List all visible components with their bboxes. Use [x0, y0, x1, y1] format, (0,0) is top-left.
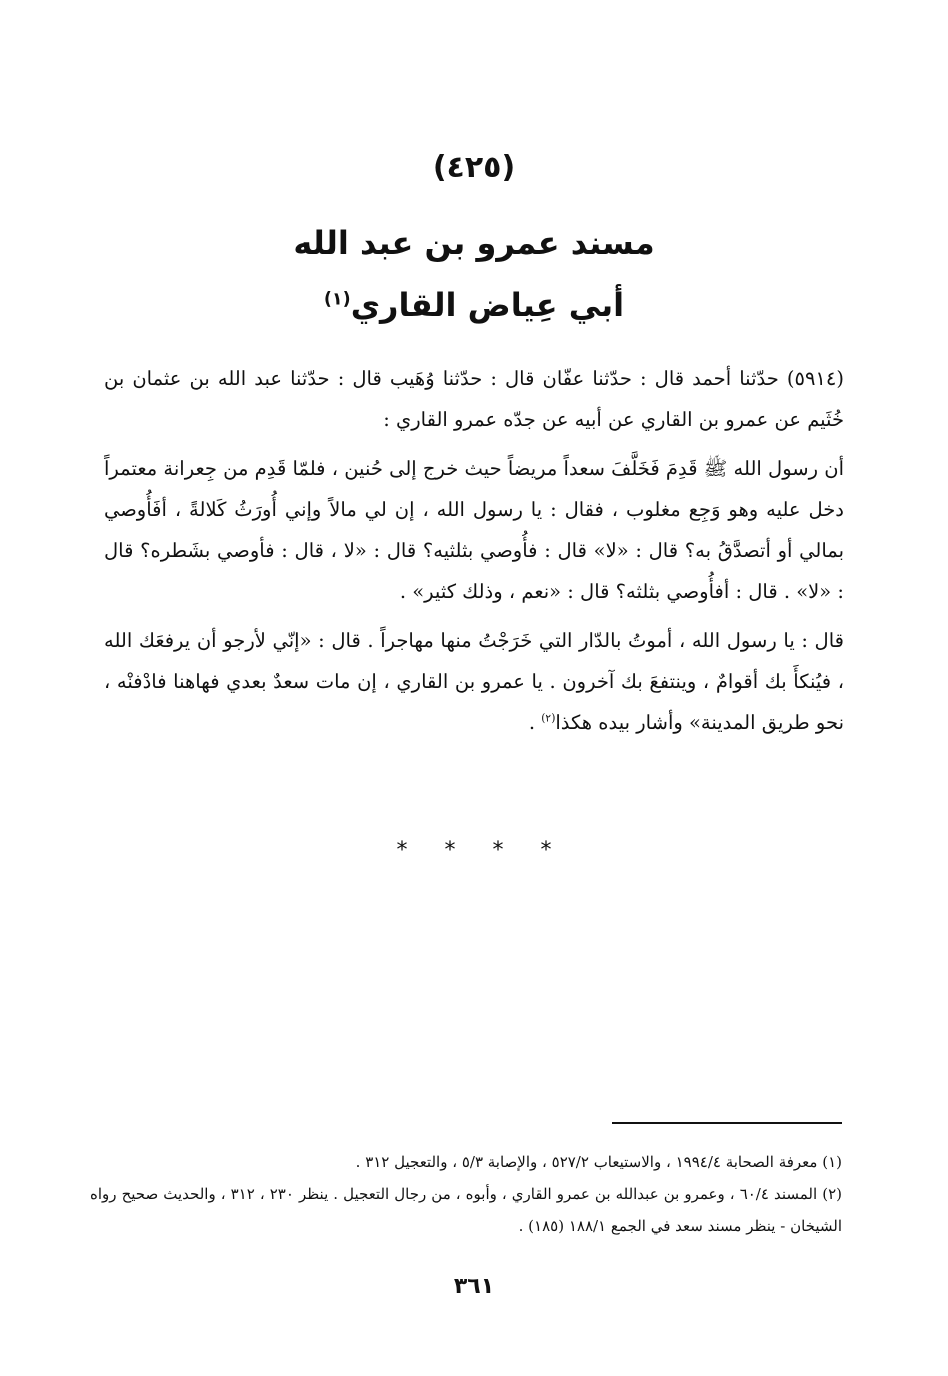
- hadith-matn-paragraph-2-text: قال : يا رسول الله ، أموتُ بالدّار التي خَرَجْتُ منها مهاجراً . قال : «إنّي لأرجو أن يرفعَك الله ، فيُنكأَ بك أقوامٌ ، وينتفعَ بك آخرون . يا عمرو بن القاري ، إن مات سعدٌ بعدي فهاهنا فادْفنْه ، نحو طريق المدينة» وأشار بيده هكذا: [104, 629, 844, 734]
- hadith-matn-paragraph-1: أن رسول الله ﷺ قَدِمَ فَخَلَّفَ سعداً مريضاً حيث خرج إلى حُنين ، فلمّا قَدِم من جِعرانة معتمراً دخل عليه وهو وَجِع مغلوب ، فقال : يا رسول الله ، إن لي مالاً وإني أُورَثُ كَلالةً ، أفَأُوصي بمالي أو أتصدَّقُ به؟ قال : «لا» قال : فأُوصي بثلثيه؟ قال : «لا ، قال : فأوصي بشَطره؟ قال : «لا» . قال : أفأُوصي بثلثه؟ قال : «نعم ، وذلك كثير» .: [104, 457, 844, 603]
- hadith-body: [104, 358, 844, 751]
- chapter-title-line2-text: أبي عِياض القاري: [350, 286, 625, 324]
- footnote-marker-1: (١): [323, 289, 351, 310]
- hadith-isnad-paragraph: (٥٩١٤) حدّثنا أحمد قال : حدّثنا عفّان قال : حدّثنا وُهَيب قال : حدّثنا عبد الله بن عثمان بن خُثَيم عن عمرو بن القاري عن أبيه عن جدّه عمرو القاري :: [104, 367, 844, 431]
- footnote-1: (١) معرفة الصحابة ١٩٩٤/٤ ، والاستيعاب ٥٢٧/٢ ، والإصابة ٥/٣ ، والتعجيل ٣١٢ .: [355, 1153, 842, 1171]
- footnote-2: (٢) المسند ٦٠/٤ ، وعمرو بن عبدالله بن عمرو القاري ، وأبوه ، من رجال التعجيل . ينظر ٢٣٠ ، ٣١٢ ، والحديث صحيح رواه الشيخان - ينظر مسند سعد في الجمع ١٨٨/١ (١٨٥) .: [90, 1185, 842, 1235]
- footnote-divider: [612, 1122, 842, 1124]
- chapter-title-line1: مسند عمرو بن عبد الله: [293, 224, 655, 262]
- page-number: ٣٦١: [453, 1274, 495, 1299]
- footnotes: [90, 1146, 842, 1242]
- footnote-marker-2: (٢): [541, 711, 556, 725]
- hadith-matn-paragraph-2: [104, 620, 844, 743]
- hadith-matn-paragraph-2-end: .: [528, 711, 542, 734]
- section-separator: * * * *: [396, 838, 552, 863]
- chapter-number: (٤٢٥): [432, 150, 516, 185]
- chapter-title-line2: [0, 282, 948, 328]
